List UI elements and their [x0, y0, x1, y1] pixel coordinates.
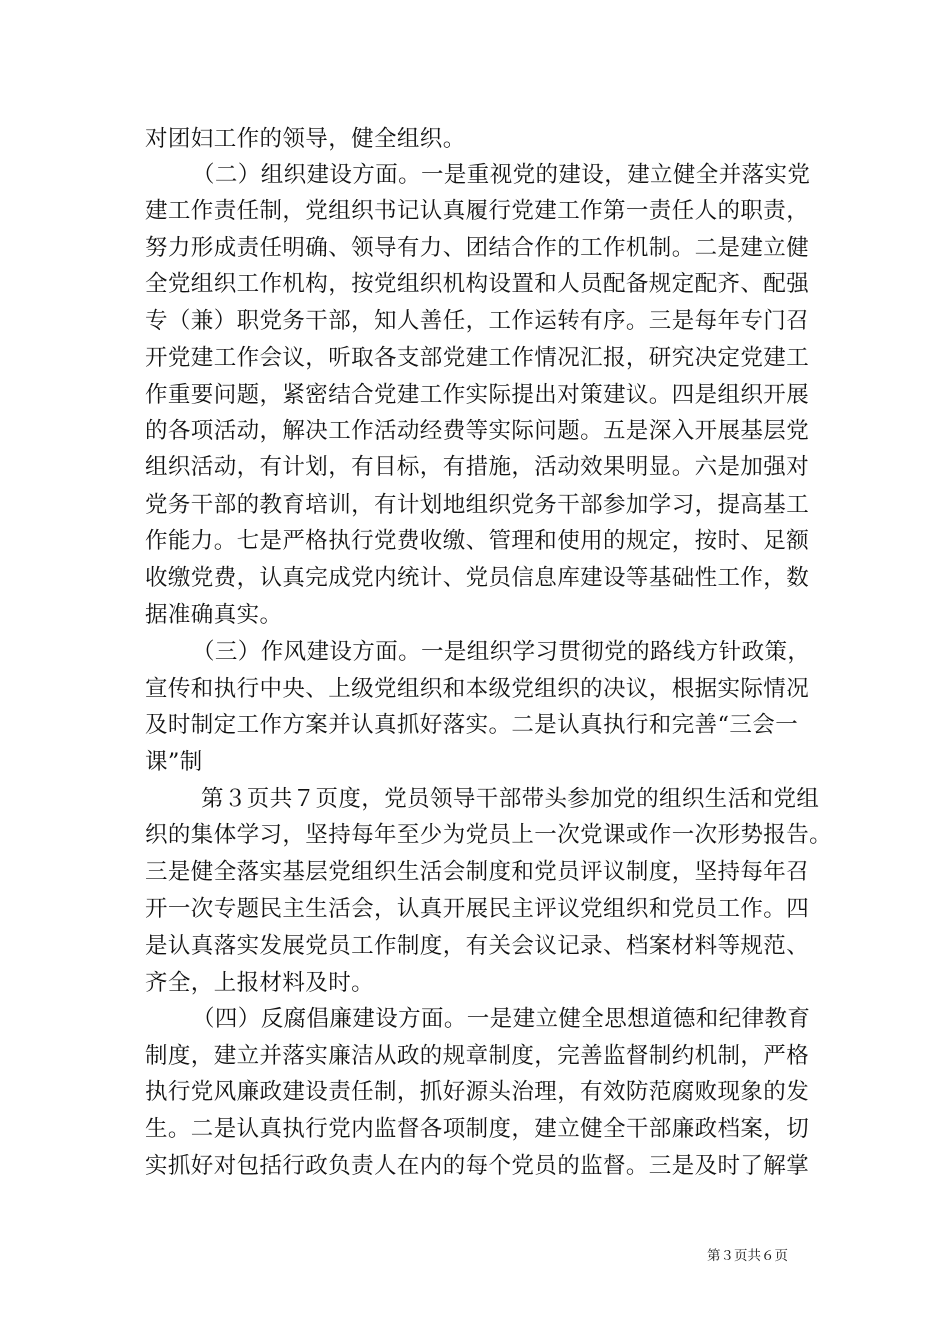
paragraph-heading-line: （三）作风建设方面。一是组织学习贯彻党的路线方针政策， [192, 639, 811, 665]
text-line: 组织活动，有计划，有目标，有措施，活动效果明显。六是加强对 [145, 454, 810, 480]
text-line: 据准确真实。 [145, 602, 283, 628]
text-line: 宣传和执行中央、上级党组织和本级党组织的决议，根据实际情况 [145, 676, 810, 702]
text-line: 三是健全落实基层党组织生活会制度和党员评议制度，坚持每年召 [145, 859, 810, 885]
paragraph-heading-line: （四）反腐倡廉建设方面。一是建立健全思想道德和纪律教育 [192, 1006, 811, 1032]
text-line: 作能力。七是严格执行党费收缴、管理和使用的规定，按时、足额 [145, 528, 810, 554]
text-line: 制度，建立并落实廉洁从政的规章制度，完善监督制约机制，严格 [145, 1043, 810, 1069]
text-line: 开一次专题民主生活会，认真开展民主评议党组织和党员工作。四 [145, 896, 810, 922]
text-line: 作重要问题，紧密结合党建工作实际提出对策建议。四是组织开展 [145, 382, 810, 408]
text-line: 执行党风廉政建设责任制，抓好源头治理，有效防范腐败现象的发 [145, 1079, 810, 1105]
page-number-footer: 第３页共６页 [707, 1248, 788, 1264]
text-line: 是认真落实发展党员工作制度，有关会议记录、档案材料等规范、 [145, 933, 810, 959]
text-line: 专（兼）职党务干部，知人善任，工作运转有序。三是每年专门召 [145, 308, 810, 334]
text-line: 的各项活动，解决工作活动经费等实际问题。五是深入开展基层党 [145, 418, 810, 444]
text-line: 建工作责任制，党组织书记认真履行党建工作第一责任人的职责， [145, 198, 810, 224]
text-line: 收缴党费，认真完成党内统计、党员信息库建设等基础性工作，数 [145, 565, 810, 591]
paragraph-heading-line: （二）组织建设方面。一是重视党的建设，建立健全并落实党 [192, 162, 811, 188]
text-line: 党务干部的教育培训，有计划地组织党务干部参加学习，提高基工 [145, 492, 810, 518]
text-line: 努力形成责任明确、领导有力、团结合作的工作机制。二是建立健 [145, 235, 810, 261]
text-line: 第３页共７页度，党员领导干部带头参加党的组织生活和党组 [201, 786, 820, 812]
text-line: 课”制 [145, 749, 203, 775]
text-line: 对团妇工作的领导，健全组织。 [145, 126, 466, 152]
text-line: 织的集体学习，坚持每年至少为党员上一次党课或作一次形势报告。 [145, 822, 833, 848]
text-line: 生。二是认真执行党内监督各项制度，建立健全干部廉政档案，切 [145, 1116, 810, 1142]
text-line: 开党建工作会议，听取各支部党建工作情况汇报，研究决定党建工 [145, 345, 810, 371]
text-line: 齐全，上报材料及时。 [145, 970, 375, 996]
text-line: 及时制定工作方案并认真抓好落实。二是认真执行和完善“三会一 [145, 712, 799, 738]
text-line: 全党组织工作机构，按党组织机构设置和人员配备规定配齐、配强 [145, 271, 810, 297]
text-line: 实抓好对包括行政负责人在内的每个党员的监督。三是及时了解掌 [145, 1153, 810, 1179]
